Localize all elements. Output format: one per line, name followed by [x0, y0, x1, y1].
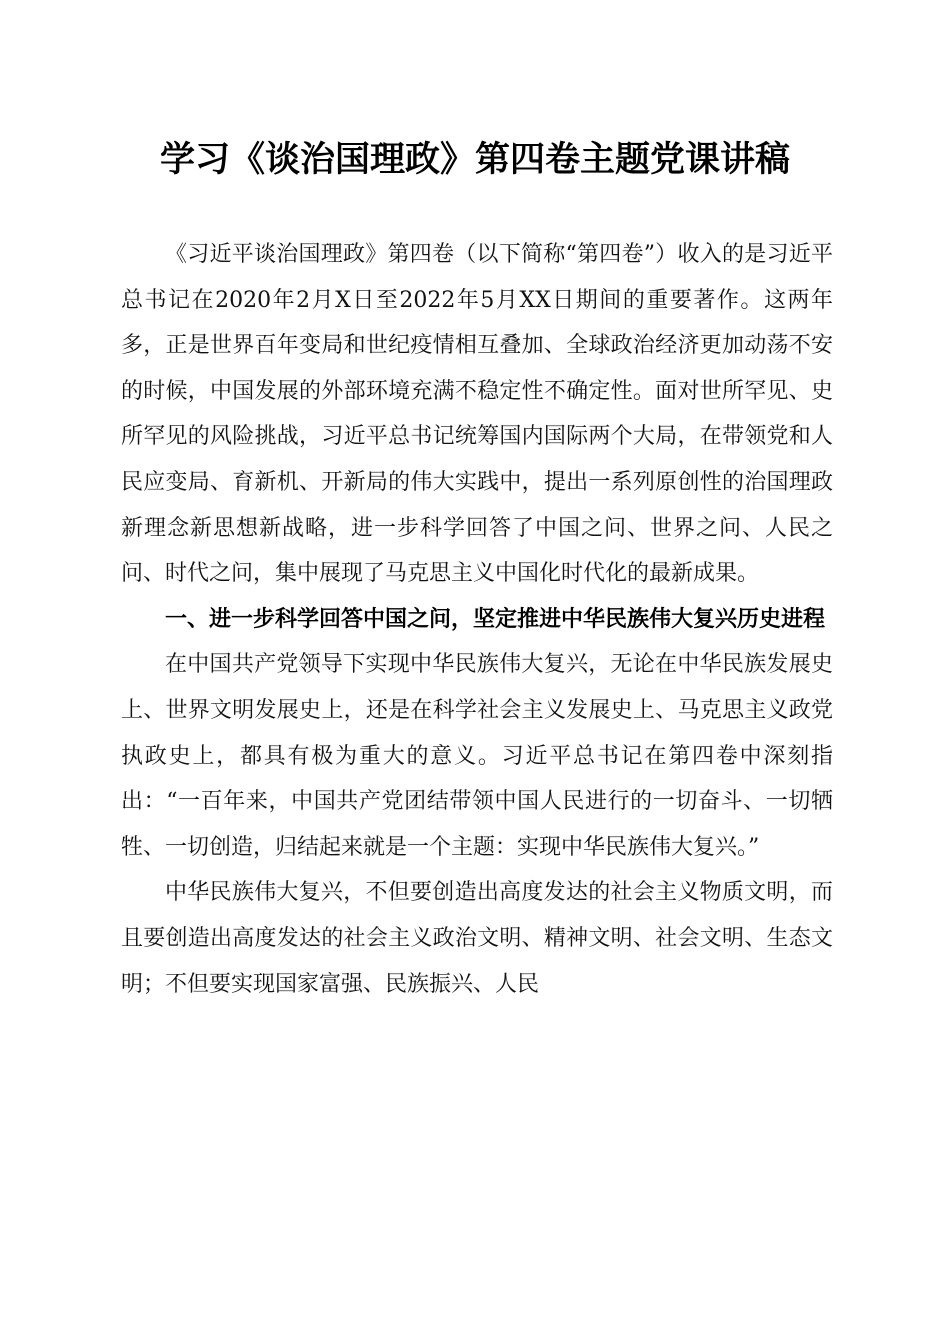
section-heading-1: 一、进一步科学回答中国之问，坚定推进中华民族伟大复兴历史进程	[165, 606, 826, 632]
section-1-paragraph-1: 在中国共产党领导下实现中华民族伟大复兴，无论在中华民族发展史上、世界文明发展史上，还是在科学社会主义发展史上、马克思主义政党执政史上，都具有极为重大的意义。习近平总书记在第四卷中深刻指出：“一百年来，中国共产党团结带领中国人民进行的一切奋斗、一切牺牲、一切创造，归结起来就是一个主题：实现中华民族伟大复兴。”	[121, 652, 833, 860]
document-body	[121, 232, 833, 1007]
intro-paragraph: 《习近平谈治国理政》第四卷（以下简称“第四卷”）收入的是习近平总书记在2020年2月X日至2022年5月XX日期间的重要著作。这两年多，正是世界百年变局和世纪疫情相互叠加、全球政治经济更加动荡不安的时候，中国发展的外部环境充满不稳定性不确定性。面对世所罕见、史所罕见的风险挑战，习近平总书记统筹国内国际两个大局，在带领党和人民应变局、育新机、开新局的伟大实践中，提出一系列原创性的治国理政新理念新思想新战略，进一步科学回答了中国之问、世界之问、人民之问、时代之问，集中展现了马克思主义中国化时代化的最新成果。	[121, 242, 833, 587]
document-title: 学习《谈治国理政》第四卷主题党课讲稿	[159, 139, 790, 180]
section-1-paragraph-2: 中华民族伟大复兴，不但要创造出高度发达的社会主义物质文明，而且要创造出高度发达的社会主义政治文明、精神文明、社会文明、生态文明；不但要实现国家富强、民族振兴、人民	[121, 880, 833, 997]
